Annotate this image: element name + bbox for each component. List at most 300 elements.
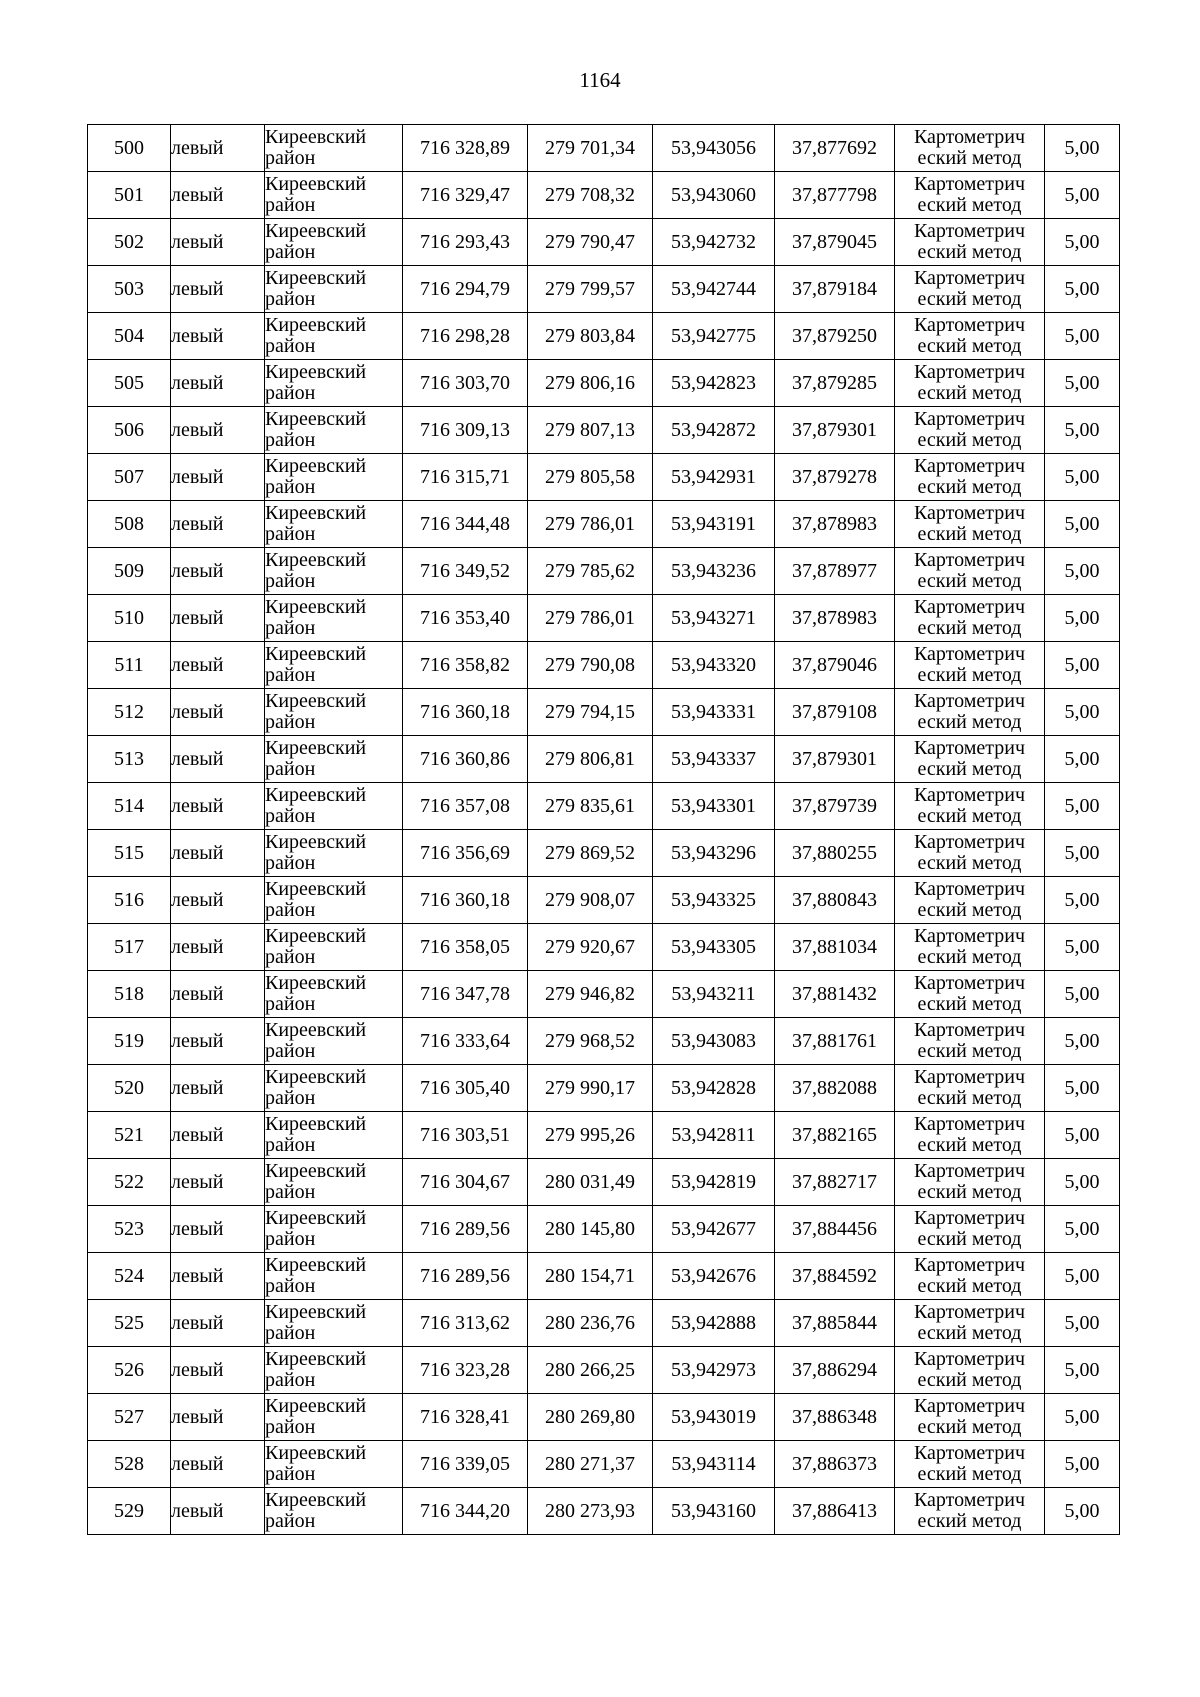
method-line-1: Картометрич bbox=[913, 972, 1026, 994]
table-row bbox=[88, 1300, 1120, 1347]
point-number-cell: 514 bbox=[88, 783, 171, 830]
latitude-cell: 53,942676 bbox=[653, 1253, 775, 1300]
table-row bbox=[88, 1347, 1120, 1394]
accuracy-cell: 5,00 bbox=[1045, 642, 1120, 689]
table-row bbox=[88, 1394, 1120, 1441]
region-line-2: район bbox=[265, 993, 316, 1015]
y-coordinate-cell: 279 995,26 bbox=[528, 1112, 653, 1159]
region-cell bbox=[265, 1394, 403, 1441]
method-line-1: Картометрич bbox=[913, 1301, 1026, 1323]
longitude-cell: 37,879184 bbox=[775, 266, 895, 313]
method-line-1: Картометрич bbox=[913, 643, 1026, 665]
region-line-1: Киреевский bbox=[265, 925, 367, 947]
side-cell: левый bbox=[171, 360, 265, 407]
region-line-2: район bbox=[265, 617, 316, 639]
longitude-cell: 37,882165 bbox=[775, 1112, 895, 1159]
region-cell bbox=[265, 172, 403, 219]
method-line-2: еский метод bbox=[917, 288, 1022, 310]
point-number-cell: 506 bbox=[88, 407, 171, 454]
longitude-cell: 37,879285 bbox=[775, 360, 895, 407]
longitude-cell: 37,878977 bbox=[775, 548, 895, 595]
region-line-1: Киреевский bbox=[265, 1348, 367, 1370]
accuracy-cell: 5,00 bbox=[1045, 1065, 1120, 1112]
longitude-cell: 37,879046 bbox=[775, 642, 895, 689]
accuracy-cell: 5,00 bbox=[1045, 877, 1120, 924]
accuracy-cell: 5,00 bbox=[1045, 1112, 1120, 1159]
method-cell bbox=[895, 501, 1045, 548]
y-coordinate-cell: 279 708,32 bbox=[528, 172, 653, 219]
table-row bbox=[88, 1112, 1120, 1159]
longitude-cell: 37,880255 bbox=[775, 830, 895, 877]
method-cell bbox=[895, 219, 1045, 266]
x-coordinate-cell: 716 303,70 bbox=[403, 360, 528, 407]
y-coordinate-cell: 279 806,16 bbox=[528, 360, 653, 407]
latitude-cell: 53,942872 bbox=[653, 407, 775, 454]
latitude-cell: 53,942732 bbox=[653, 219, 775, 266]
point-number-cell: 503 bbox=[88, 266, 171, 313]
x-coordinate-cell: 716 344,48 bbox=[403, 501, 528, 548]
table-row bbox=[88, 1065, 1120, 1112]
longitude-cell: 37,877692 bbox=[775, 125, 895, 172]
accuracy-cell: 5,00 bbox=[1045, 924, 1120, 971]
region-cell bbox=[265, 736, 403, 783]
region-line-1: Киреевский bbox=[265, 784, 367, 806]
table-row bbox=[88, 595, 1120, 642]
method-cell bbox=[895, 1253, 1045, 1300]
longitude-cell: 37,886294 bbox=[775, 1347, 895, 1394]
longitude-cell: 37,878983 bbox=[775, 595, 895, 642]
region-line-2: район bbox=[265, 1369, 316, 1391]
method-line-2: еский метод bbox=[917, 335, 1022, 357]
table-row bbox=[88, 1253, 1120, 1300]
region-cell bbox=[265, 1018, 403, 1065]
method-line-1: Картометрич bbox=[913, 1066, 1026, 1088]
x-coordinate-cell: 716 360,18 bbox=[403, 877, 528, 924]
side-cell: левый bbox=[171, 125, 265, 172]
method-line-1: Картометрич bbox=[913, 126, 1026, 148]
region-line-1: Киреевский bbox=[265, 455, 367, 477]
method-line-2: еский метод bbox=[917, 1087, 1022, 1109]
region-line-1: Киреевский bbox=[265, 1395, 367, 1417]
region-line-1: Киреевский bbox=[265, 643, 367, 665]
region-line-2: район bbox=[265, 523, 316, 545]
latitude-cell: 53,942931 bbox=[653, 454, 775, 501]
x-coordinate-cell: 716 293,43 bbox=[403, 219, 528, 266]
region-line-1: Киреевский bbox=[265, 408, 367, 430]
method-line-2: еский метод bbox=[917, 852, 1022, 874]
x-coordinate-cell: 716 360,86 bbox=[403, 736, 528, 783]
method-cell bbox=[895, 971, 1045, 1018]
accuracy-cell: 5,00 bbox=[1045, 971, 1120, 1018]
method-cell bbox=[895, 548, 1045, 595]
side-cell: левый bbox=[171, 1488, 265, 1535]
region-cell bbox=[265, 501, 403, 548]
region-cell bbox=[265, 360, 403, 407]
method-line-2: еский метод bbox=[917, 1463, 1022, 1485]
y-coordinate-cell: 279 799,57 bbox=[528, 266, 653, 313]
point-number-cell: 528 bbox=[88, 1441, 171, 1488]
method-line-2: еский метод bbox=[917, 1275, 1022, 1297]
side-cell: левый bbox=[171, 1253, 265, 1300]
region-line-1: Киреевский bbox=[265, 267, 367, 289]
side-cell: левый bbox=[171, 736, 265, 783]
y-coordinate-cell: 279 807,13 bbox=[528, 407, 653, 454]
accuracy-cell: 5,00 bbox=[1045, 266, 1120, 313]
method-line-2: еский метод bbox=[917, 1510, 1022, 1532]
method-line-1: Картометрич bbox=[913, 1207, 1026, 1229]
table-row bbox=[88, 1159, 1120, 1206]
accuracy-cell: 5,00 bbox=[1045, 360, 1120, 407]
longitude-cell: 37,879301 bbox=[775, 736, 895, 783]
table-row bbox=[88, 266, 1120, 313]
region-cell bbox=[265, 1112, 403, 1159]
table-row bbox=[88, 1488, 1120, 1535]
x-coordinate-cell: 716 328,89 bbox=[403, 125, 528, 172]
region-line-1: Киреевский bbox=[265, 220, 367, 242]
x-coordinate-cell: 716 360,18 bbox=[403, 689, 528, 736]
method-cell bbox=[895, 1347, 1045, 1394]
accuracy-cell: 5,00 bbox=[1045, 172, 1120, 219]
x-coordinate-cell: 716 358,05 bbox=[403, 924, 528, 971]
region-cell bbox=[265, 971, 403, 1018]
x-coordinate-cell: 716 289,56 bbox=[403, 1253, 528, 1300]
region-line-1: Киреевский bbox=[265, 878, 367, 900]
x-coordinate-cell: 716 315,71 bbox=[403, 454, 528, 501]
method-line-1: Картометрич bbox=[913, 549, 1026, 571]
region-cell bbox=[265, 1159, 403, 1206]
point-number-cell: 520 bbox=[88, 1065, 171, 1112]
method-line-1: Картометрич bbox=[913, 1489, 1026, 1511]
point-number-cell: 502 bbox=[88, 219, 171, 266]
table-row bbox=[88, 172, 1120, 219]
x-coordinate-cell: 716 329,47 bbox=[403, 172, 528, 219]
x-coordinate-cell: 716 305,40 bbox=[403, 1065, 528, 1112]
region-cell bbox=[265, 877, 403, 924]
region-line-2: район bbox=[265, 758, 316, 780]
method-cell bbox=[895, 407, 1045, 454]
region-cell bbox=[265, 313, 403, 360]
table-row bbox=[88, 407, 1120, 454]
latitude-cell: 53,942744 bbox=[653, 266, 775, 313]
method-line-1: Картометрич bbox=[913, 596, 1026, 618]
longitude-cell: 37,885844 bbox=[775, 1300, 895, 1347]
x-coordinate-cell: 716 358,82 bbox=[403, 642, 528, 689]
method-cell bbox=[895, 454, 1045, 501]
y-coordinate-cell: 279 908,07 bbox=[528, 877, 653, 924]
region-line-2: район bbox=[265, 1322, 316, 1344]
longitude-cell: 37,879739 bbox=[775, 783, 895, 830]
method-cell bbox=[895, 1394, 1045, 1441]
region-line-2: район bbox=[265, 1228, 316, 1250]
x-coordinate-cell: 716 356,69 bbox=[403, 830, 528, 877]
table-row bbox=[88, 125, 1120, 172]
method-cell bbox=[895, 172, 1045, 219]
y-coordinate-cell: 279 803,84 bbox=[528, 313, 653, 360]
region-line-2: район bbox=[265, 852, 316, 874]
x-coordinate-cell: 716 309,13 bbox=[403, 407, 528, 454]
y-coordinate-cell: 279 701,34 bbox=[528, 125, 653, 172]
method-cell bbox=[895, 1488, 1045, 1535]
method-line-1: Картометрич bbox=[913, 173, 1026, 195]
longitude-cell: 37,879108 bbox=[775, 689, 895, 736]
latitude-cell: 53,943271 bbox=[653, 595, 775, 642]
region-cell bbox=[265, 125, 403, 172]
method-line-2: еский метод bbox=[917, 1416, 1022, 1438]
point-number-cell: 518 bbox=[88, 971, 171, 1018]
region-line-1: Киреевский bbox=[265, 549, 367, 571]
point-number-cell: 515 bbox=[88, 830, 171, 877]
point-number-cell: 508 bbox=[88, 501, 171, 548]
accuracy-cell: 5,00 bbox=[1045, 125, 1120, 172]
method-cell bbox=[895, 1065, 1045, 1112]
region-cell bbox=[265, 1065, 403, 1112]
x-coordinate-cell: 716 357,08 bbox=[403, 783, 528, 830]
y-coordinate-cell: 279 968,52 bbox=[528, 1018, 653, 1065]
region-line-1: Киреевский bbox=[265, 173, 367, 195]
side-cell: левый bbox=[171, 1065, 265, 1112]
y-coordinate-cell: 280 145,80 bbox=[528, 1206, 653, 1253]
y-coordinate-cell: 279 790,47 bbox=[528, 219, 653, 266]
point-number-cell: 522 bbox=[88, 1159, 171, 1206]
region-line-1: Киреевский bbox=[265, 1254, 367, 1276]
region-cell bbox=[265, 689, 403, 736]
longitude-cell: 37,879278 bbox=[775, 454, 895, 501]
point-number-cell: 512 bbox=[88, 689, 171, 736]
method-line-2: еский метод bbox=[917, 993, 1022, 1015]
method-cell bbox=[895, 266, 1045, 313]
region-line-2: район bbox=[265, 335, 316, 357]
accuracy-cell: 5,00 bbox=[1045, 1018, 1120, 1065]
point-number-cell: 509 bbox=[88, 548, 171, 595]
method-cell bbox=[895, 313, 1045, 360]
accuracy-cell: 5,00 bbox=[1045, 219, 1120, 266]
region-cell bbox=[265, 454, 403, 501]
method-line-1: Картометрич bbox=[913, 1348, 1026, 1370]
longitude-cell: 37,877798 bbox=[775, 172, 895, 219]
y-coordinate-cell: 280 236,76 bbox=[528, 1300, 653, 1347]
method-cell bbox=[895, 595, 1045, 642]
method-line-1: Картометрич bbox=[913, 1442, 1026, 1464]
latitude-cell: 53,943296 bbox=[653, 830, 775, 877]
region-line-2: район bbox=[265, 1416, 316, 1438]
method-line-2: еский метод bbox=[917, 1134, 1022, 1156]
method-cell bbox=[895, 1206, 1045, 1253]
table-row bbox=[88, 548, 1120, 595]
method-line-1: Картометрич bbox=[913, 361, 1026, 383]
y-coordinate-cell: 279 785,62 bbox=[528, 548, 653, 595]
longitude-cell: 37,886373 bbox=[775, 1441, 895, 1488]
y-coordinate-cell: 280 031,49 bbox=[528, 1159, 653, 1206]
longitude-cell: 37,884456 bbox=[775, 1206, 895, 1253]
accuracy-cell: 5,00 bbox=[1045, 1159, 1120, 1206]
y-coordinate-cell: 279 806,81 bbox=[528, 736, 653, 783]
table-row bbox=[88, 1206, 1120, 1253]
point-number-cell: 517 bbox=[88, 924, 171, 971]
latitude-cell: 53,943331 bbox=[653, 689, 775, 736]
region-cell bbox=[265, 595, 403, 642]
region-line-2: район bbox=[265, 1463, 316, 1485]
point-number-cell: 500 bbox=[88, 125, 171, 172]
region-line-2: район bbox=[265, 711, 316, 733]
table-body bbox=[88, 125, 1120, 1535]
x-coordinate-cell: 716 304,67 bbox=[403, 1159, 528, 1206]
method-cell bbox=[895, 877, 1045, 924]
longitude-cell: 37,878983 bbox=[775, 501, 895, 548]
latitude-cell: 53,943337 bbox=[653, 736, 775, 783]
accuracy-cell: 5,00 bbox=[1045, 548, 1120, 595]
table-row bbox=[88, 1018, 1120, 1065]
x-coordinate-cell: 716 353,40 bbox=[403, 595, 528, 642]
x-coordinate-cell: 716 333,64 bbox=[403, 1018, 528, 1065]
y-coordinate-cell: 279 786,01 bbox=[528, 595, 653, 642]
y-coordinate-cell: 279 920,67 bbox=[528, 924, 653, 971]
side-cell: левый bbox=[171, 1300, 265, 1347]
y-coordinate-cell: 279 946,82 bbox=[528, 971, 653, 1018]
region-line-1: Киреевский bbox=[265, 1113, 367, 1135]
longitude-cell: 37,882088 bbox=[775, 1065, 895, 1112]
side-cell: левый bbox=[171, 689, 265, 736]
latitude-cell: 53,943019 bbox=[653, 1394, 775, 1441]
method-line-2: еский метод bbox=[917, 194, 1022, 216]
side-cell: левый bbox=[171, 595, 265, 642]
side-cell: левый bbox=[171, 1441, 265, 1488]
region-line-2: район bbox=[265, 382, 316, 404]
side-cell: левый bbox=[171, 971, 265, 1018]
region-line-1: Киреевский bbox=[265, 1489, 367, 1511]
method-cell bbox=[895, 642, 1045, 689]
region-cell bbox=[265, 1441, 403, 1488]
longitude-cell: 37,881761 bbox=[775, 1018, 895, 1065]
method-line-1: Картометрич bbox=[913, 1395, 1026, 1417]
region-line-1: Киреевский bbox=[265, 737, 367, 759]
method-line-2: еский метод bbox=[917, 899, 1022, 921]
latitude-cell: 53,943160 bbox=[653, 1488, 775, 1535]
method-line-2: еский метод bbox=[917, 664, 1022, 686]
x-coordinate-cell: 716 303,51 bbox=[403, 1112, 528, 1159]
x-coordinate-cell: 716 344,20 bbox=[403, 1488, 528, 1535]
side-cell: левый bbox=[171, 1018, 265, 1065]
method-line-2: еский метод bbox=[917, 570, 1022, 592]
side-cell: левый bbox=[171, 830, 265, 877]
method-line-1: Картометрич bbox=[913, 737, 1026, 759]
region-line-1: Киреевский bbox=[265, 831, 367, 853]
method-line-2: еский метод bbox=[917, 805, 1022, 827]
table-row bbox=[88, 501, 1120, 548]
point-number-cell: 505 bbox=[88, 360, 171, 407]
point-number-cell: 516 bbox=[88, 877, 171, 924]
latitude-cell: 53,942888 bbox=[653, 1300, 775, 1347]
region-line-2: район bbox=[265, 288, 316, 310]
method-line-1: Картометрич bbox=[913, 502, 1026, 524]
latitude-cell: 53,942811 bbox=[653, 1112, 775, 1159]
region-line-2: район bbox=[265, 1040, 316, 1062]
latitude-cell: 53,943056 bbox=[653, 125, 775, 172]
longitude-cell: 37,884592 bbox=[775, 1253, 895, 1300]
method-line-2: еский метод bbox=[917, 617, 1022, 639]
point-number-cell: 507 bbox=[88, 454, 171, 501]
region-line-1: Киреевский bbox=[265, 1066, 367, 1088]
region-cell bbox=[265, 1300, 403, 1347]
table-row bbox=[88, 924, 1120, 971]
method-line-2: еский метод bbox=[917, 1322, 1022, 1344]
table-row bbox=[88, 689, 1120, 736]
method-line-2: еский метод bbox=[917, 241, 1022, 263]
point-number-cell: 523 bbox=[88, 1206, 171, 1253]
point-number-cell: 511 bbox=[88, 642, 171, 689]
accuracy-cell: 5,00 bbox=[1045, 1253, 1120, 1300]
method-line-2: еский метод bbox=[917, 711, 1022, 733]
x-coordinate-cell: 716 323,28 bbox=[403, 1347, 528, 1394]
region-cell bbox=[265, 266, 403, 313]
latitude-cell: 53,943191 bbox=[653, 501, 775, 548]
accuracy-cell: 5,00 bbox=[1045, 407, 1120, 454]
point-number-cell: 521 bbox=[88, 1112, 171, 1159]
side-cell: левый bbox=[171, 877, 265, 924]
y-coordinate-cell: 280 154,71 bbox=[528, 1253, 653, 1300]
y-coordinate-cell: 279 794,15 bbox=[528, 689, 653, 736]
method-line-2: еский метод bbox=[917, 523, 1022, 545]
point-number-cell: 529 bbox=[88, 1488, 171, 1535]
point-number-cell: 525 bbox=[88, 1300, 171, 1347]
longitude-cell: 37,886348 bbox=[775, 1394, 895, 1441]
table-row bbox=[88, 830, 1120, 877]
latitude-cell: 53,942823 bbox=[653, 360, 775, 407]
region-cell bbox=[265, 219, 403, 266]
side-cell: левый bbox=[171, 1206, 265, 1253]
region-cell bbox=[265, 1347, 403, 1394]
method-line-1: Картометрич bbox=[913, 220, 1026, 242]
table-row bbox=[88, 313, 1120, 360]
method-line-2: еский метод bbox=[917, 1369, 1022, 1391]
table-row bbox=[88, 736, 1120, 783]
x-coordinate-cell: 716 328,41 bbox=[403, 1394, 528, 1441]
method-line-1: Картометрич bbox=[913, 1019, 1026, 1041]
y-coordinate-cell: 279 990,17 bbox=[528, 1065, 653, 1112]
x-coordinate-cell: 716 313,62 bbox=[403, 1300, 528, 1347]
table-row bbox=[88, 360, 1120, 407]
region-line-1: Киреевский bbox=[265, 361, 367, 383]
region-line-2: район bbox=[265, 147, 316, 169]
method-cell bbox=[895, 1018, 1045, 1065]
point-number-cell: 501 bbox=[88, 172, 171, 219]
method-line-1: Картометрич bbox=[913, 784, 1026, 806]
method-line-2: еский метод bbox=[917, 382, 1022, 404]
latitude-cell: 53,943060 bbox=[653, 172, 775, 219]
side-cell: левый bbox=[171, 219, 265, 266]
side-cell: левый bbox=[171, 924, 265, 971]
region-line-1: Киреевский bbox=[265, 596, 367, 618]
method-line-1: Картометрич bbox=[913, 408, 1026, 430]
region-line-1: Киреевский bbox=[265, 1301, 367, 1323]
latitude-cell: 53,943320 bbox=[653, 642, 775, 689]
side-cell: левый bbox=[171, 501, 265, 548]
accuracy-cell: 5,00 bbox=[1045, 1347, 1120, 1394]
method-cell bbox=[895, 1300, 1045, 1347]
region-line-1: Киреевский bbox=[265, 314, 367, 336]
y-coordinate-cell: 279 835,61 bbox=[528, 783, 653, 830]
side-cell: левый bbox=[171, 454, 265, 501]
method-line-2: еский метод bbox=[917, 147, 1022, 169]
side-cell: левый bbox=[171, 407, 265, 454]
accuracy-cell: 5,00 bbox=[1045, 783, 1120, 830]
method-line-1: Картометрич bbox=[913, 267, 1026, 289]
region-line-2: район bbox=[265, 570, 316, 592]
point-number-cell: 524 bbox=[88, 1253, 171, 1300]
y-coordinate-cell: 280 271,37 bbox=[528, 1441, 653, 1488]
table-row bbox=[88, 1441, 1120, 1488]
method-line-2: еский метод bbox=[917, 429, 1022, 451]
side-cell: левый bbox=[171, 1394, 265, 1441]
